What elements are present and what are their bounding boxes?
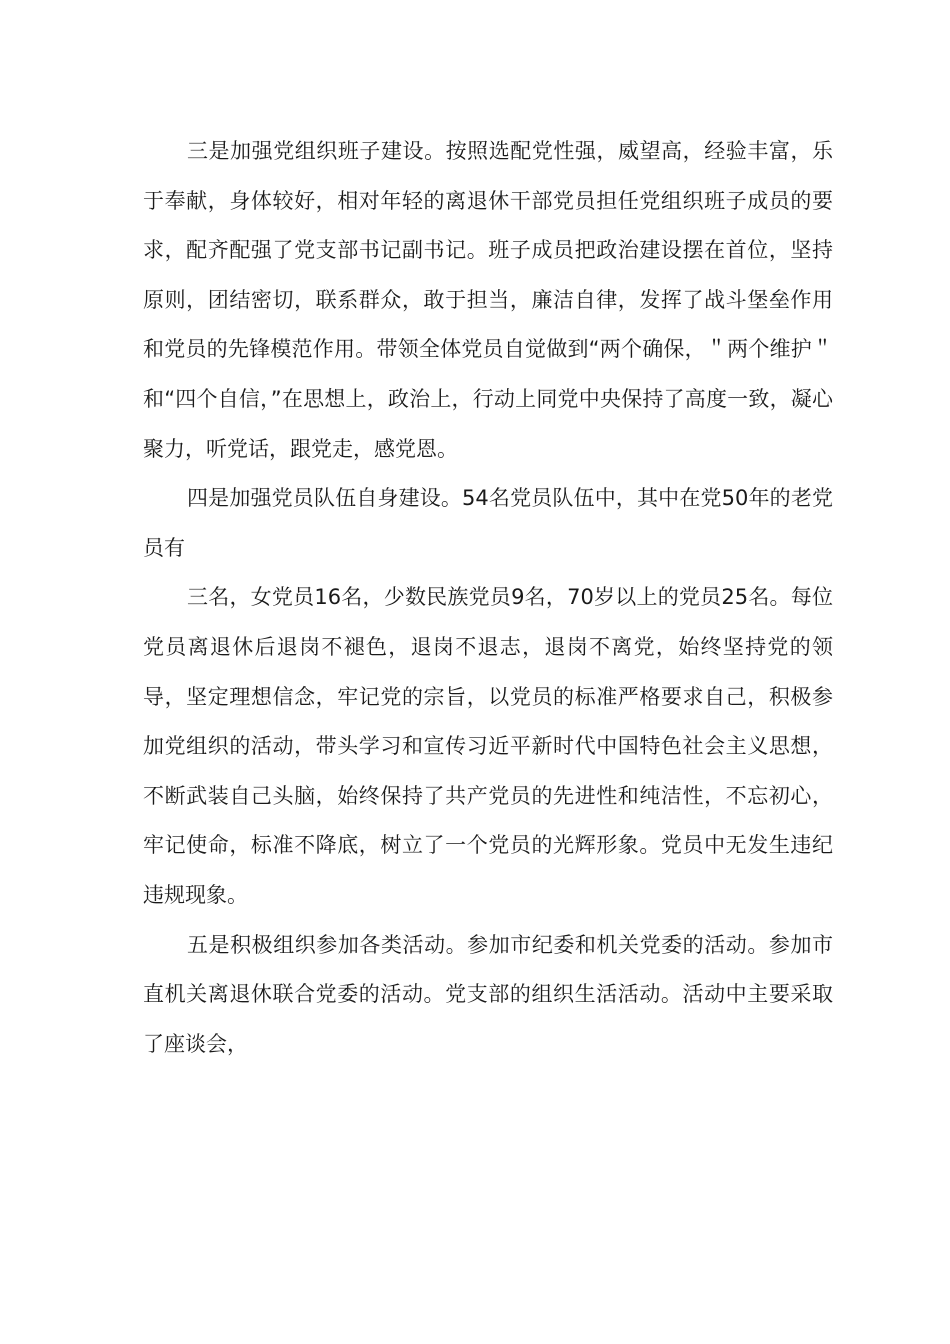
paragraph-activities: 五是积极组织参加各类活动。参加市纪委和机关党委的活动。参加市直机关离退休联合党委的活动。党支部的组织生活活动。活动中主要采取了座谈会，	[143, 932, 833, 1056]
document-body	[143, 127, 833, 1069]
paragraph-member-composition: 三名，女党员16名，少数民族党员9名，70岁以上的党员25名。每位党员离退休后退岗不褪色，退岗不退志，退岗不离党，始终坚持党的领导，坚定理想信念，牢记党的宗旨，以党员的标准严格要求自己，积极参加党组织的活动，带头学习和宣传习近平新时代中国特色社会主义思想，不断武装自己头脑，始终保持了共产党员的先进性和纯洁性，不忘初心，牢记使命，标准不降底，树立了一个党员的光辉形象。党员中无发生违纪违规现象。	[143, 585, 833, 907]
paragraph-member-building: 四是加强党员队伍自身建设。54名党员队伍中，其中在党50年的老党员有	[143, 486, 833, 560]
paragraph-team-building: 三是加强党组织班子建设。按照选配党性强，威望高，经验丰富，乐于奉献，身体较好，相对年轻的离退休干部党员担任党组织班子成员的要求，配齐配强了党支部书记副书记。班子成员把政治建设摆在首位，坚持原则，团结密切，联系群众，敢于担当，廉洁自律，发挥了战斗堡垒作用和党员的先锋模范作用。带领全体党员自觉做到“两个确保，＂两个维护＂和“四个自信，”在思想上，政治上，行动上同党中央保持了高度一致，凝心聚力，听党话，跟党走，感党恩。	[143, 139, 833, 461]
